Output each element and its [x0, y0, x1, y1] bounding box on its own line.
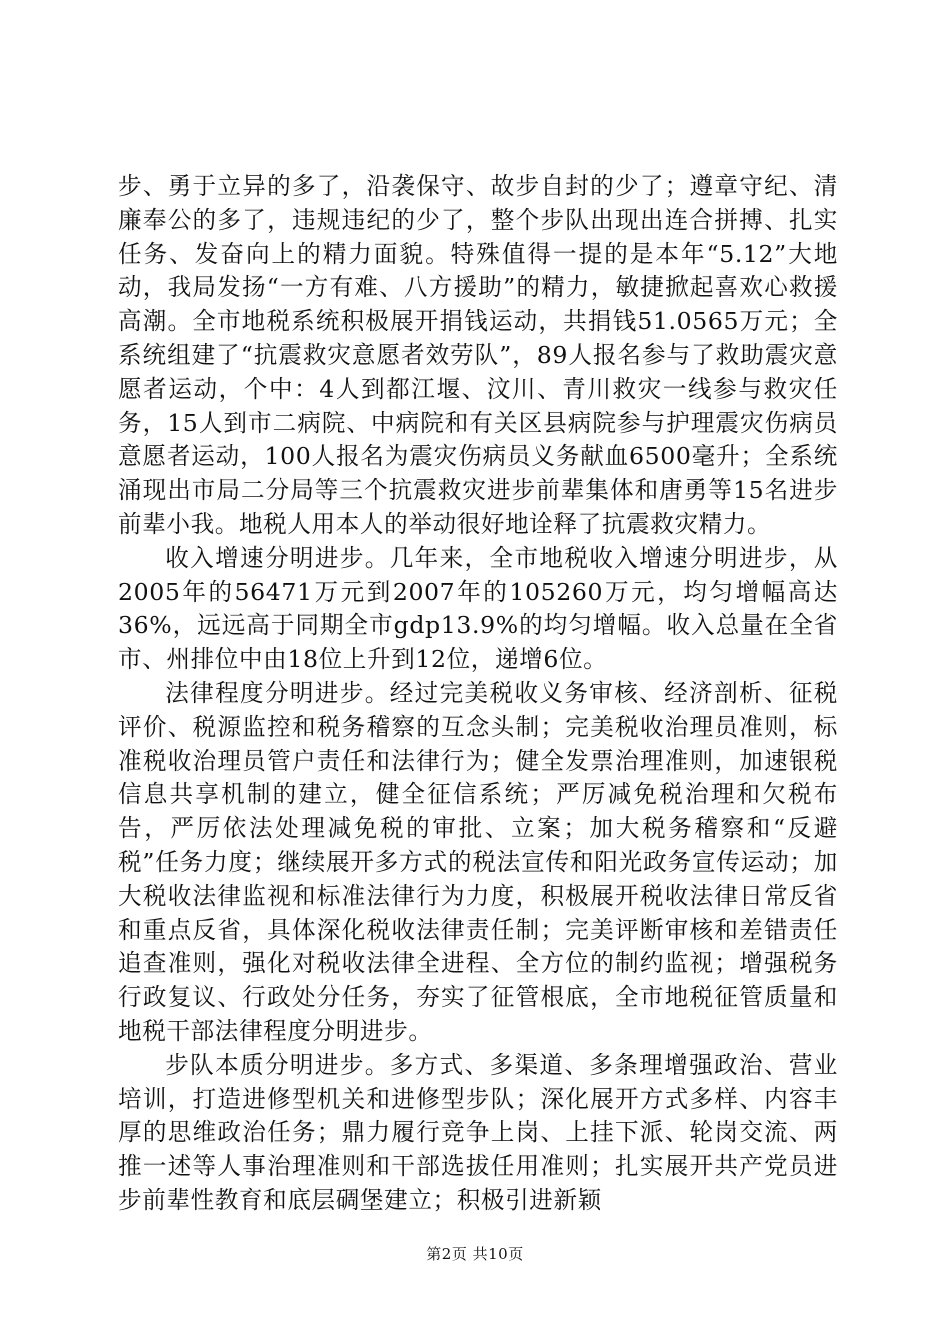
- paragraph-law-enforcement: 法律程度分明进步。经过完美税收义务审核、经济剖析、征税评价、税源监控和税务稽察的互念头制；完美税收治理员准则，标准税收治理员管户责任和法律行为；健全发票治理准则，加速银税信息共享机制的建立，健全征信系统；严厉减免税治理和欠税布告，严厉依法处理减免税的审批、立案；加大税务稽察和“反避税”任务力度；继续展开多方式的税法宣传和阳光政务宣传运动；加大税收法律监视和标准法律行为力度，积极展开税收法律日常反省和重点反省，具体深化税收法律责任制；完美评断审核和差错责任追查准则，强化对税收法律全进程、全方位的制约监视；增强税务行政复议、行政处分任务，夯实了征管根底，全市地税征管质量和地税干部法律程度分明进步。: [118, 678, 838, 1045]
- paragraph-team-quality: 步队本质分明进步。多方式、多渠道、多条理增强政治、营业培训，打造进修型机关和进修型步队；深化展开方式多样、内容丰厚的思维政治任务；鼎力履行竞争上岗、上挂下派、轮岗交流、两推一述等人事治理准则和干部选拔任用准则；扎实展开共产党员进步前辈性教育和底层碉堡建立；积极引进新颖: [118, 1050, 838, 1214]
- paragraph-continuation: 步、勇于立异的多了，沿袭保守、故步自封的少了；遵章守纪、清廉奉公的多了，违规违纪的少了，整个步队出现出连合拼搏、扎实任务、发奋向上的精力面貌。特殊值得一提的是本年“5.12”大地动，我局发扬“一方有难、八方援助”的精力，敏捷掀起喜欢心救援高潮。全市地税系统积极展开捐钱运动，共捐钱51.0565万元；全系统组建了“抗震救灾意愿者效劳队”，89人报名参与了救助震灾意愿者运动，个中：4人到都江堰、汶川、青川救灾一线参与救灾任务，15人到市二病院、中病院和有关区县病院参与护理震灾伤病员意愿者运动，100人报名为震灾伤病员义务献血6500毫升；全系统涌现出市局二分局等三个抗震救灾进步前辈集体和唐勇等15名进步前辈小我。地税人用本人的举动很好地诠释了抗震救灾精力。: [118, 172, 838, 538]
- body-text: [118, 170, 838, 1218]
- paragraph-revenue-growth: 收入增速分明进步。几年来，全市地税收入增速分明进步，从2005年的56471万元到2007年的105260万元，均匀增幅高达36%，远远高于同期全市gdp13.9%的均匀增幅。收入总量在全省市、州排位中由18位上升到12位，递增6位。: [118, 543, 838, 674]
- page-footer: 第2页 共10页: [426, 1245, 524, 1263]
